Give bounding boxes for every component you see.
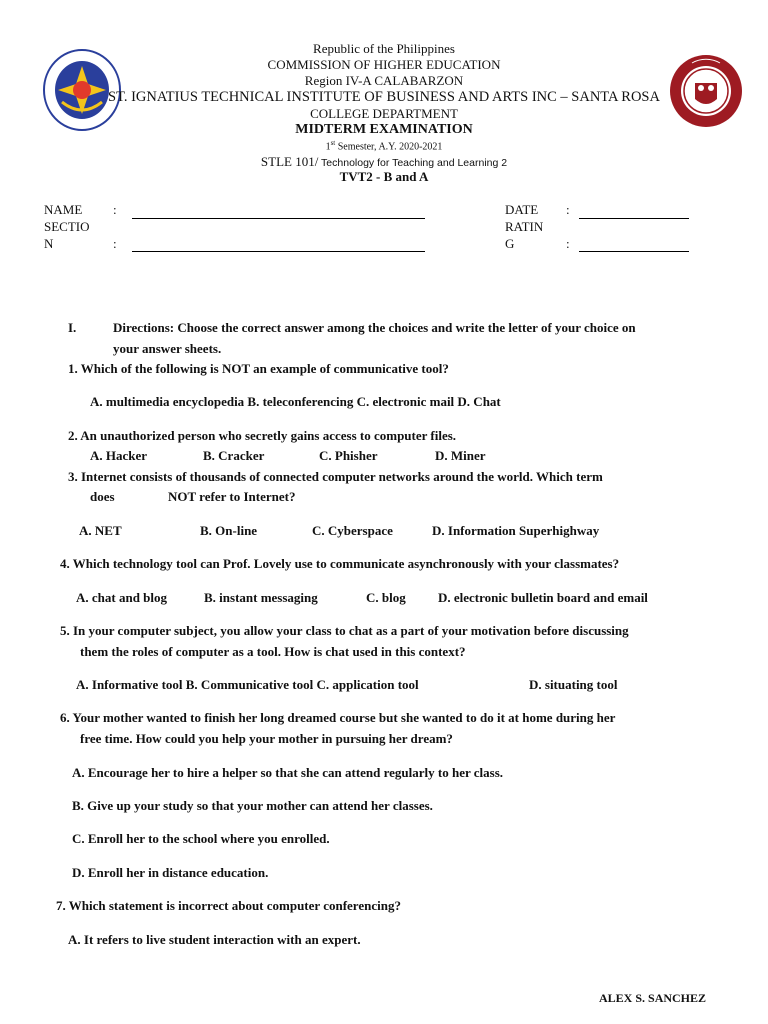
question-2-choice-a: A. Hacker xyxy=(90,448,148,463)
question-4-choice-a: A. chat and blog xyxy=(76,590,168,605)
question-3-choice-b: B. On-line xyxy=(200,523,258,538)
question-6-choice-b: B. Give up your study so that your mother can attend her classes. xyxy=(72,798,433,813)
directions-line-2: your answer sheets. xyxy=(113,341,222,356)
question-2-choice-d: D. Miner xyxy=(435,448,486,463)
region-line: Region IV-A CALABARZON xyxy=(304,73,464,88)
question-3-cont-a: does xyxy=(90,489,115,504)
semester-line: 1st Semester, A.Y. 2020-2021 xyxy=(325,139,443,153)
question-4-choice-c: C. blog xyxy=(366,590,406,605)
question-4-choice-d: D. electronic bulletin board and email xyxy=(438,590,648,605)
question-5: 5. In your computer subject, you allow your class to chat as a part of your motivation before discussing xyxy=(60,623,629,638)
course-code: STLE 101/ xyxy=(260,154,319,169)
question-6-choice-c: C. Enroll her to the school where you enrolled. xyxy=(72,831,330,846)
question-5-choice-d: D. situating tool xyxy=(529,677,618,692)
rating-colon: : xyxy=(566,236,570,251)
name-colon: : xyxy=(113,202,117,217)
name-label: NAME xyxy=(44,202,83,217)
question-6-choice-d: D. Enroll her in distance education. xyxy=(72,865,269,880)
section-field[interactable] xyxy=(132,251,425,252)
rating-field[interactable] xyxy=(579,251,689,252)
question-2-choice-c: C. Phisher xyxy=(319,448,378,463)
rating-label-cont: G xyxy=(505,236,515,251)
section-colon: : xyxy=(113,236,117,251)
name-field[interactable] xyxy=(132,218,425,219)
question-3-choice-a: A. NET xyxy=(79,523,122,538)
date-label: DATE xyxy=(505,202,539,217)
directions-line-1: Directions: Choose the correct answer among the choices and write the letter of your choice on xyxy=(113,320,636,335)
author-name: ALEX S. SANCHEZ xyxy=(599,991,707,1005)
date-field[interactable] xyxy=(579,218,689,219)
question-3-choice-c: C. Cyberspace xyxy=(312,523,393,538)
commission-line: COMMISSION OF HIGHER EDUCATION xyxy=(267,57,501,72)
question-7-choice-a: A. It refers to live student interaction with an expert. xyxy=(68,932,361,947)
section-label: SECTIO xyxy=(44,219,90,234)
question-2-choice-b: B. Cracker xyxy=(203,448,265,463)
question-6-cont: free time. How could you help your mother in pursuing her dream? xyxy=(80,731,453,746)
question-2: 2. An unauthorized person who secretly gains access to computer files. xyxy=(68,428,457,443)
directions-numeral: I. xyxy=(68,320,77,335)
republic-line: Republic of the Philippines xyxy=(313,41,455,56)
question-5-choices-abc: A. Informative tool B. Communicative tool C. application tool xyxy=(76,677,419,692)
section-code: TVT2 - B and A xyxy=(339,169,429,184)
question-3: 3. Internet consists of thousands of connected computer networks around the world. Which term xyxy=(68,469,603,484)
course-title: Technology for Teaching and Learning 2 xyxy=(318,157,508,169)
question-4-choice-b: B. instant messaging xyxy=(204,590,318,605)
question-7: 7. Which statement is incorrect about computer conferencing? xyxy=(56,898,401,913)
question-3-choice-d: D. Information Superhighway xyxy=(432,523,600,538)
school-name: ST. IGNATIUS TECHNICAL INSTITUTE OF BUSINESS AND ARTS INC – SANTA ROSA xyxy=(108,89,660,105)
question-1: 1. Which of the following is NOT an example of communicative tool? xyxy=(68,361,449,376)
question-6-choice-a: A. Encourage her to hire a helper so that she can attend regularly to her class. xyxy=(72,765,504,780)
rating-label: RATIN xyxy=(505,219,544,234)
question-4: 4. Which technology tool can Prof. Lovely use to communicate asynchronously with your classmates? xyxy=(60,556,620,571)
exam-title: MIDTERM EXAMINATION xyxy=(295,122,473,137)
question-1-choices: A. multimedia encyclopedia B. teleconferencing C. electronic mail D. Chat xyxy=(90,394,501,409)
section-label-cont: N xyxy=(44,236,54,251)
question-5-cont: them the roles of computer as a tool. How is chat used in this context? xyxy=(80,644,466,659)
question-6: 6. Your mother wanted to finish her long dreamed course but she wanted to do it at home during her xyxy=(60,710,616,725)
question-3-cont-b: NOT refer to Internet? xyxy=(168,489,296,504)
date-colon: : xyxy=(566,202,570,217)
department-line: COLLEGE DEPARTMENT xyxy=(310,106,458,121)
